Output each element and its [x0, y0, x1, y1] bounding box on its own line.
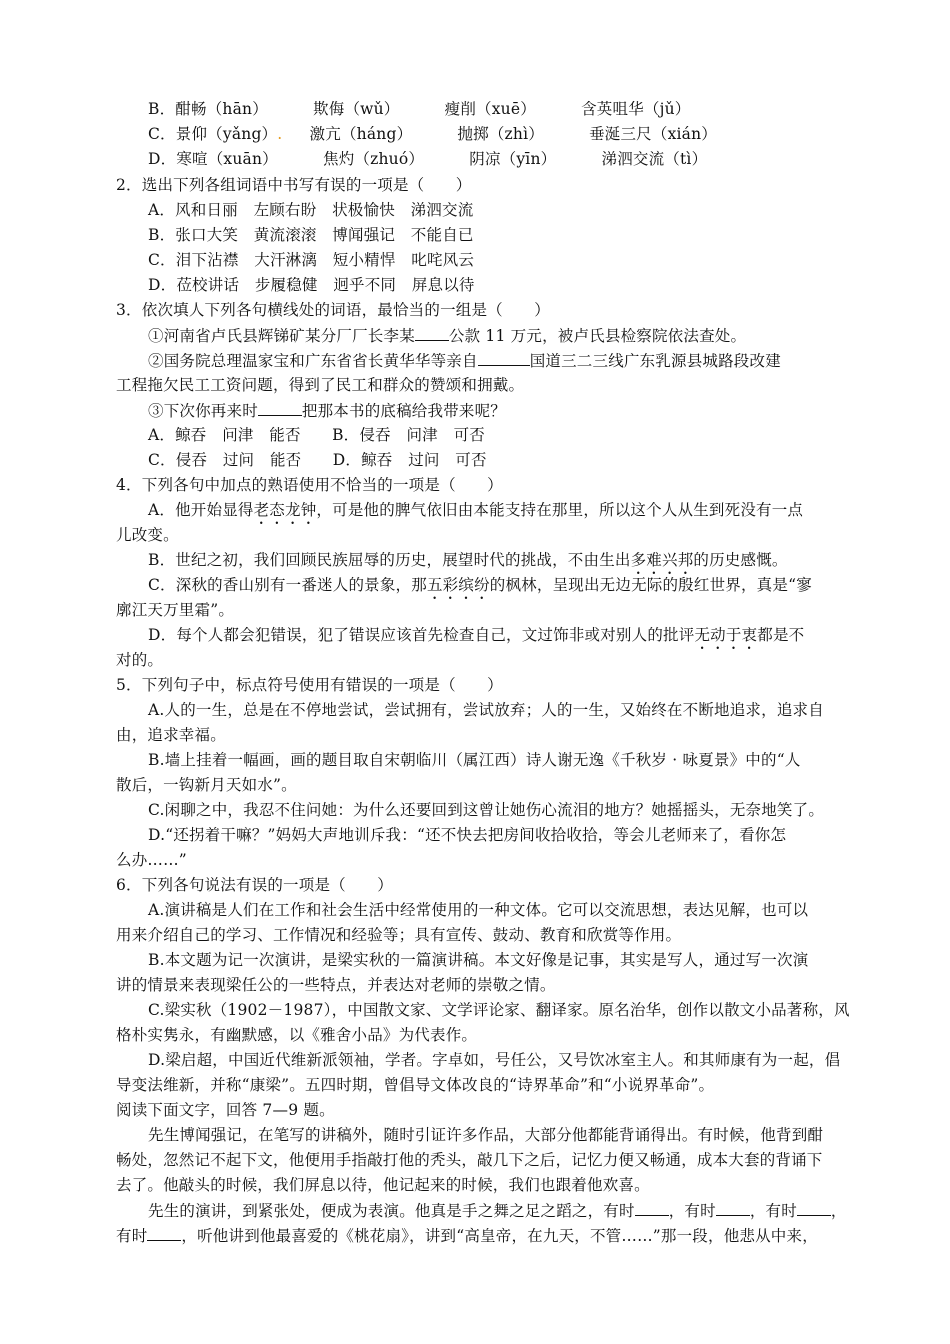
- q1-option-c: [148, 123, 717, 145]
- passage-p2-line2-start: 有时: [116, 1227, 148, 1245]
- q1-c-item3: 抛掷（zhì）: [457, 125, 544, 143]
- q1-d-item1: D．寒喧（xuān）: [148, 150, 278, 168]
- passage-p2-text: 先生的演讲，到紧张处，便成为表演。他真是手之舞之足之蹈之，有时: [148, 1202, 635, 1220]
- q4-option-c-cont: 廓江天万里霜”。: [116, 601, 235, 619]
- q3-s1-text-end: 公款 11 万元，被卢氏县检察院依法查处。: [448, 327, 747, 345]
- passage-p2-line1: [148, 1199, 847, 1222]
- q4-a-idiom: 老态龙钟: [253, 501, 317, 519]
- q1-b-item4: 含英咀华（jǔ）: [581, 100, 691, 118]
- q3-blank-2[interactable]: [478, 349, 530, 366]
- q5-option-b: B.墙上挂着一幅画，画的题目取自宋朝临川（属江西）诗人谢无逸《千秋岁 · 咏夏景》中的“人: [148, 751, 801, 769]
- q6-option-a-cont: 用来介绍自己的学习、工作情况和经验等；具有宣传、鼓动、教育和欣赏等作用。: [116, 926, 682, 944]
- q1-d-item2: 焦灼（zhuó）: [323, 150, 425, 168]
- q3-s3-text: ③下次你再来时: [148, 402, 258, 420]
- q5-option-d-cont: 么办……”: [116, 851, 187, 869]
- passage-blank-3[interactable]: [797, 1199, 831, 1216]
- q4-stem: 4．下列各句中加点的熟语使用不恰当的一项是（ ）: [116, 476, 503, 494]
- q4-d-text: D．每个人都会犯错误，犯了错误应该首先检查自己，文过饰非或对别人的批评: [148, 626, 695, 644]
- q6-option-c-cont: 格朴实隽永，有幽默感，以《雅舍小品》为代表作。: [116, 1026, 478, 1044]
- q1-b-item1: B．酣畅（hān）: [148, 100, 268, 118]
- q3-s1-text: ①河南省卢氏县辉锑矿某分厂厂长李某: [148, 327, 415, 345]
- q1-c-item4: 垂涎三尺（xián）: [589, 125, 718, 143]
- q4-a-text: A．他开始显得: [148, 501, 254, 519]
- passage-blank-2[interactable]: [716, 1199, 750, 1216]
- q3-options-ab: A．鲸吞 问津 能否 B．侵吞 问津 可否: [148, 426, 485, 444]
- q4-b-text-end: 的历史感慨。: [693, 551, 788, 569]
- q6-stem: 6．下列各句说法有误的一项是（ ）: [116, 876, 393, 894]
- passage-p1-line1: 先生博闻强记，在笔写的讲稿外，随时引证许多作品，大部分他都能背诵得出。有时候，他背到酣: [148, 1126, 824, 1144]
- passage-blank-1[interactable]: [635, 1199, 669, 1216]
- q2-option-d: D．莅校讲话 步履稳健 迥乎不同 屏息以待: [148, 276, 475, 294]
- q1-d-item4: 涕泗交流（tì）: [601, 150, 708, 168]
- q3-sentence-2-cont: 工程拖欠民工工资问题，得到了民工和群众的赞颂和拥戴。: [116, 376, 525, 394]
- q6-option-c: C.梁实秋（1902－1987），中国散文家、文学评论家、翻译家。原名治华，创作以散文小品著称，风: [148, 1001, 850, 1019]
- q4-option-d-cont: 对的。: [116, 651, 164, 669]
- q2-option-b: B．张口大笑 黄流滚滚 博闻强记 不能自已: [148, 226, 474, 244]
- q5-option-b-cont: 散后，一钩新月天如水”。: [116, 776, 297, 794]
- q2-option-a: A．风和日丽 左顾右盼 状极愉快 涕泗交流: [148, 201, 474, 219]
- q3-options-cd: C．侵吞 过问 能否 D．鲸吞 过问 可否: [148, 451, 487, 469]
- q4-a-text-end: ，可是他的脾气依旧由本能支持在那里，所以这个人从生到死没有一点: [316, 501, 804, 519]
- q3-s3-text-end: 把那本书的底稿给我带来呢？: [301, 402, 507, 420]
- reading-intro: 阅读下面文字，回答 7—9 题。: [116, 1101, 335, 1119]
- passage-p2-text-c: ，有时: [749, 1202, 797, 1220]
- q1-b-item3: 瘦削（xuē）: [444, 100, 536, 118]
- q3-s2-text-end: 国道三二三线广东乳源县城路段改建: [529, 352, 781, 370]
- q5-option-d: D.“还拐着干嘛？”妈妈大声地训斥我：“还不快去把房间收拾收拾，等会儿老师来了，看你怎: [148, 826, 787, 844]
- q4-option-a: [148, 499, 803, 528]
- q5-stem: 5．下列句子中，标点符号使用有错误的一项是（ ）: [116, 676, 503, 694]
- q1-d-item3: 阴凉（yīn）: [469, 150, 557, 168]
- q5-option-c: C.闲聊之中，我忍不住问她：为什么还要回到这曾让她伤心流泪的地方？她摇摇头，无奈地笑了。: [148, 801, 825, 819]
- passage-p1-line3: 去了。他敲头的时候，我们屏息以待，他记起来的时候，我们也跟着他欢喜。: [116, 1176, 650, 1194]
- q6-option-d: D.梁启超，中国近代维新派领袖，学者。字卓如，号任公，又号饮冰室主人。和其师康有为一起，倡: [148, 1051, 841, 1069]
- q5-option-a-cont: 由，追求幸福。: [116, 726, 226, 744]
- marker-dot-icon: .: [277, 125, 283, 143]
- passage-p2-line2: [116, 1224, 818, 1247]
- q1-c-item2: 激亢（háng）: [309, 125, 413, 143]
- q6-option-d-cont: 导变法维新，并称“康梁”。五四时期，曾倡导文体改良的“诗界革命”和“小说界革命”。: [116, 1076, 715, 1094]
- q1-option-d: [148, 148, 707, 170]
- q1-c-item1: C．景仰（yǎng）: [148, 125, 278, 143]
- passage-p1-line2: 畅处，忽然记不起下文，他便用手指敲打他的秃头，敲几下之后，记忆力便又畅通，成本大套的背诵下: [116, 1151, 823, 1169]
- passage-p2-text-b: ，有时: [668, 1202, 716, 1220]
- q4-option-d: [148, 624, 804, 653]
- q3-stem: 3．依次填人下列各句横线处的词语，最恰当的一组是（ ）: [116, 301, 550, 319]
- q1-b-item2: 欺侮（wǔ）: [313, 100, 400, 118]
- passage-p2-line2-text: ，听他讲到他最喜爱的《桃花扇》，讲到“高皇帝，在九天，不管……”那一段，他悲从中来，: [181, 1227, 818, 1245]
- q5-option-a: A.人的一生，总是在不停地尝试，尝试拥有，尝试放弃；人的一生，又始终在不断地追求，追求自: [148, 701, 824, 719]
- q3-sentence-1: [148, 324, 746, 347]
- q4-d-idiom: 无动于衷: [694, 626, 758, 644]
- q4-c-text: C．深秋的香山别有一番迷人的景象，那: [148, 576, 427, 594]
- q6-option-b: B.本文题为记一次演讲，是梁实秋的一篇演讲稿。本文好像是记事，其实是写人，通过写一次演: [148, 951, 809, 969]
- q3-blank-1[interactable]: [415, 324, 449, 341]
- q2-option-c: C．泪下沾襟 大汗淋漓 短小精悍 叱咤风云: [148, 251, 475, 269]
- q4-option-c: [148, 574, 812, 603]
- passage-blank-4[interactable]: [147, 1224, 181, 1241]
- q2-stem: 2．选出下列各组词语中书写有误的一项是（ ）: [116, 176, 472, 194]
- q3-sentence-3: [148, 399, 506, 422]
- q4-option-a-cont: 儿改变。: [116, 526, 179, 544]
- q4-b-idiom: 多难兴邦: [630, 551, 694, 569]
- q3-blank-3[interactable]: [258, 399, 302, 416]
- q1-option-b: [148, 98, 690, 120]
- q3-s2-text: ②国务院总理温家宝和广东省省长黄华华等亲自: [148, 352, 478, 370]
- q4-c-text-end: 的枫林，呈现出无边无际的殷红世界，真是“寥: [489, 576, 812, 594]
- q4-d-text-end: 都是不: [757, 626, 805, 644]
- passage-p2-text-d: ，: [830, 1202, 847, 1220]
- q4-c-idiom: 五彩缤纷: [426, 576, 490, 594]
- q6-option-b-cont: 讲的情景来表现梁任公的一些特点，并表达对老师的崇敬之情。: [116, 976, 556, 994]
- q3-sentence-2: [148, 349, 781, 372]
- q4-b-text: B．世纪之初，我们回顾民族屈辱的历史，展望时代的挑战，不由生出: [148, 551, 631, 569]
- q6-option-a: A.演讲稿是人们在工作和社会生活中经常使用的一种文体。它可以交流思想，表达见解，也可以: [148, 901, 809, 919]
